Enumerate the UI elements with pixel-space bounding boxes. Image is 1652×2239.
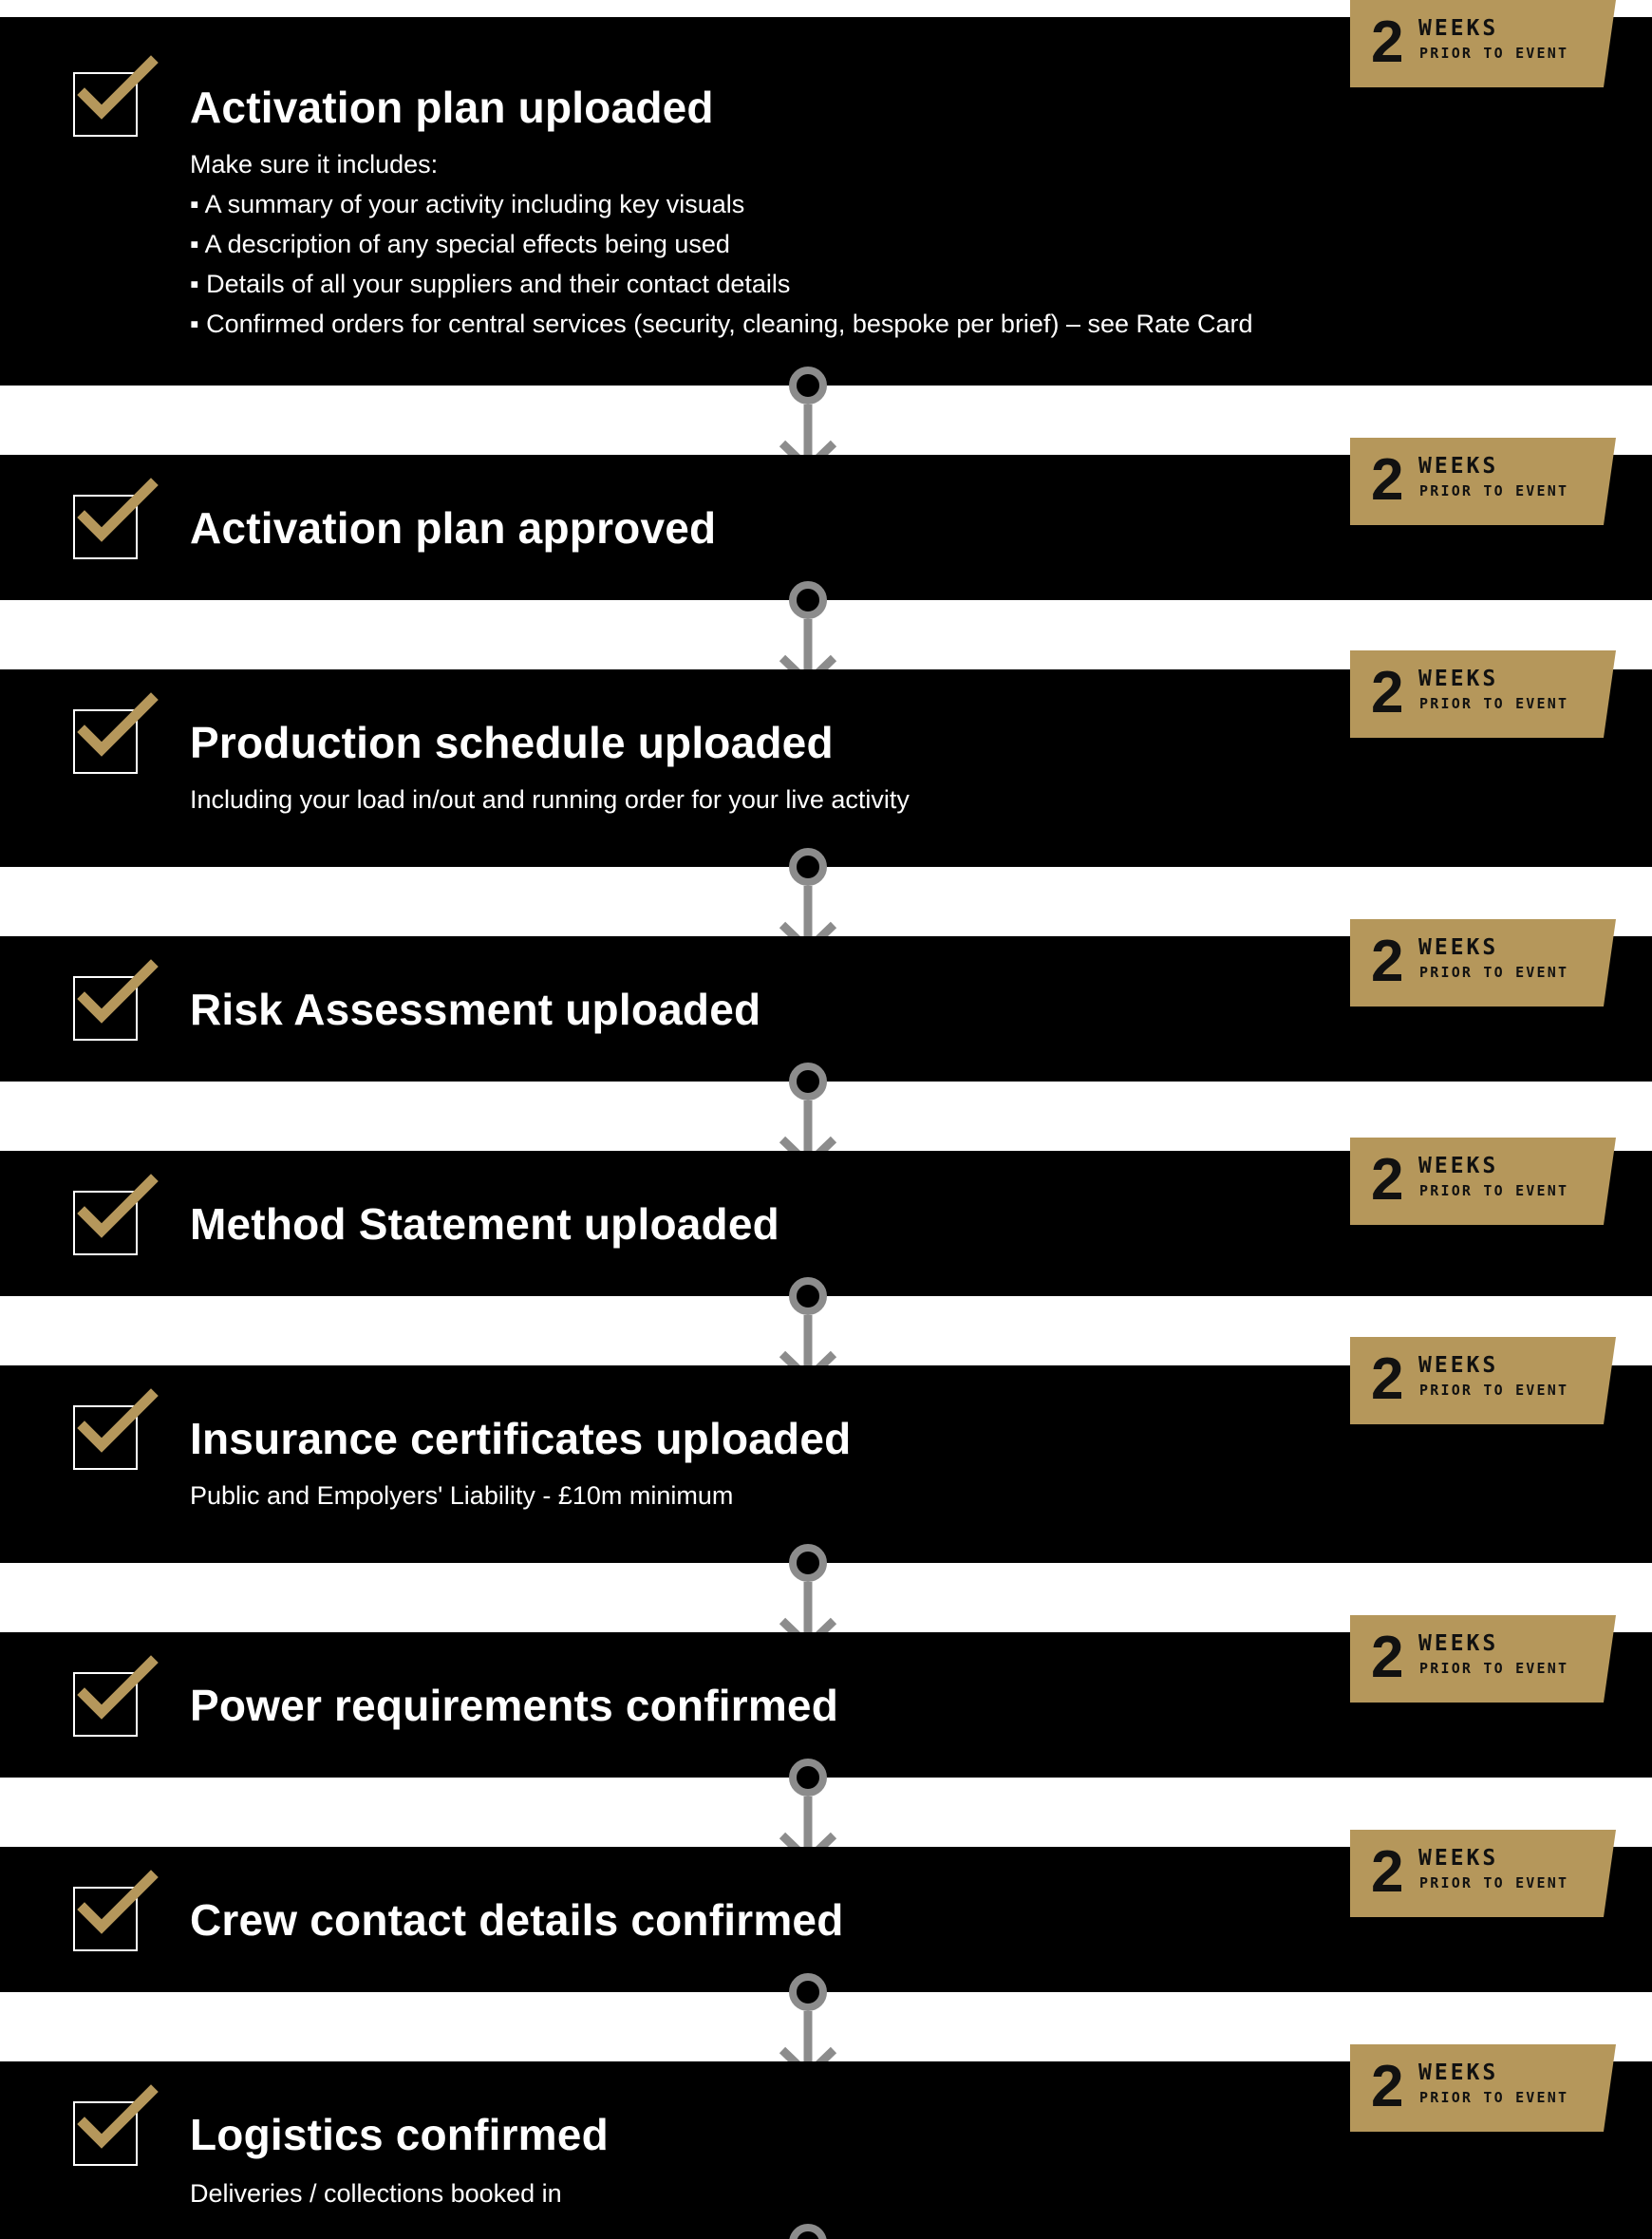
step-checkbox[interactable] bbox=[73, 976, 138, 1041]
deadline-badge bbox=[1350, 650, 1616, 738]
deadline-badge bbox=[1350, 1138, 1616, 1225]
step-title: Method Statement uploaded bbox=[190, 1199, 779, 1249]
step-checkbox[interactable] bbox=[73, 1887, 138, 1951]
step-checkbox[interactable] bbox=[73, 2101, 138, 2166]
step-checkbox[interactable] bbox=[73, 1672, 138, 1737]
connector-arrow-icon bbox=[777, 2220, 839, 2239]
step-checkbox[interactable] bbox=[73, 1191, 138, 1255]
badge-number: 2 bbox=[1371, 9, 1404, 75]
step-description bbox=[190, 780, 910, 819]
badge-caption: PRIOR TO EVENT bbox=[1419, 1182, 1569, 1199]
step-title: Production schedule uploaded bbox=[190, 718, 834, 767]
step-title: Insurance certificates uploaded bbox=[190, 1414, 852, 1463]
description-line: Public and Empolyers' Liability - £10m minimum bbox=[190, 1481, 734, 1510]
step-title: Logistics confirmed bbox=[190, 2110, 609, 2159]
badge-unit: WEEKS bbox=[1418, 1353, 1499, 1378]
step-title: Activation plan approved bbox=[190, 503, 717, 553]
badge-number: 2 bbox=[1371, 1346, 1404, 1412]
badge-number: 2 bbox=[1371, 1147, 1404, 1213]
checkmark-icon bbox=[77, 1872, 162, 1947]
badge-caption: PRIOR TO EVENT bbox=[1419, 1874, 1569, 1891]
badge-caption: PRIOR TO EVENT bbox=[1419, 2089, 1569, 2106]
deadline-badge bbox=[1350, 2044, 1616, 2132]
badge-unit: WEEKS bbox=[1418, 935, 1499, 960]
description-line: Make sure it includes: bbox=[190, 150, 439, 179]
deadline-badge bbox=[1350, 0, 1616, 87]
checkmark-icon bbox=[77, 480, 162, 555]
step-checkbox[interactable] bbox=[73, 495, 138, 559]
step-title: Activation plan uploaded bbox=[190, 83, 714, 132]
badge-caption: PRIOR TO EVENT bbox=[1419, 1660, 1569, 1677]
badge-caption: PRIOR TO EVENT bbox=[1419, 1382, 1569, 1399]
badge-caption: PRIOR TO EVENT bbox=[1419, 45, 1569, 62]
step-checkbox[interactable] bbox=[73, 709, 138, 774]
badge-number: 2 bbox=[1371, 929, 1404, 994]
step-title: Risk Assessment uploaded bbox=[190, 985, 761, 1034]
badge-unit: WEEKS bbox=[1418, 1846, 1499, 1871]
description-line: ▪ Details of all your suppliers and their contact details bbox=[190, 270, 791, 298]
badge-number: 2 bbox=[1371, 447, 1404, 513]
badge-number: 2 bbox=[1371, 660, 1404, 725]
badge-unit: WEEKS bbox=[1418, 1631, 1499, 1656]
deadline-badge bbox=[1350, 919, 1616, 1007]
description-line: ▪ A description of any special effects being used bbox=[190, 230, 730, 258]
step-checkbox[interactable] bbox=[73, 1405, 138, 1470]
checkmark-icon bbox=[77, 694, 162, 770]
step-card bbox=[0, 2054, 1652, 2239]
checkmark-icon bbox=[77, 961, 162, 1037]
badge-unit: WEEKS bbox=[1418, 454, 1499, 479]
badge-unit: WEEKS bbox=[1418, 16, 1499, 41]
deadline-badge bbox=[1350, 1615, 1616, 1703]
badge-caption: PRIOR TO EVENT bbox=[1419, 964, 1569, 981]
checkmark-icon bbox=[77, 2086, 162, 2162]
deadline-badge bbox=[1350, 1337, 1616, 1424]
badge-number: 2 bbox=[1371, 1625, 1404, 1690]
step-card bbox=[0, 660, 1652, 867]
badge-caption: PRIOR TO EVENT bbox=[1419, 695, 1569, 712]
step-checkbox[interactable] bbox=[73, 72, 138, 137]
description-line: Deliveries / collections booked in bbox=[190, 2179, 562, 2208]
badge-number: 2 bbox=[1371, 1839, 1404, 1905]
step-title: Crew contact details confirmed bbox=[190, 1895, 844, 1945]
step-title: Power requirements confirmed bbox=[190, 1681, 838, 1730]
badge-unit: WEEKS bbox=[1418, 667, 1499, 691]
badge-unit: WEEKS bbox=[1418, 1154, 1499, 1178]
checkmark-icon bbox=[77, 57, 162, 133]
badge-number: 2 bbox=[1371, 2054, 1404, 2119]
step-card bbox=[0, 1346, 1652, 1563]
step-description bbox=[190, 2173, 562, 2213]
description-line: Including your load in/out and running order for your live activity bbox=[190, 785, 910, 814]
checkmark-icon bbox=[77, 1657, 162, 1733]
deadline-badge bbox=[1350, 1830, 1616, 1917]
step-description bbox=[190, 1476, 733, 1515]
step-card bbox=[0, 9, 1652, 386]
badge-caption: PRIOR TO EVENT bbox=[1419, 482, 1569, 499]
description-line: ▪ A summary of your activity including key visuals bbox=[190, 190, 745, 218]
deadline-badge bbox=[1350, 438, 1616, 525]
checkmark-icon bbox=[77, 1390, 162, 1466]
description-line: ▪ Confirmed orders for central services (security, cleaning, bespoke per brief) – see Rate Card bbox=[190, 310, 1253, 338]
badge-unit: WEEKS bbox=[1418, 2060, 1499, 2085]
step-description bbox=[190, 144, 1253, 344]
checkmark-icon bbox=[77, 1176, 162, 1251]
